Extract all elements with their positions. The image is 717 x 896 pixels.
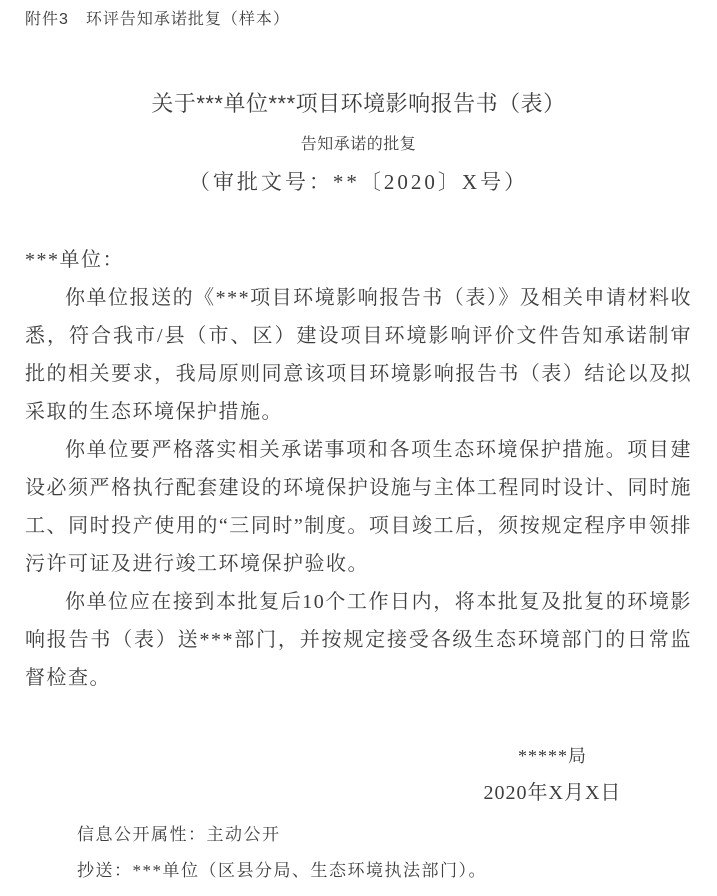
cc-line: 抄送：***单位（区县分局、生态环境执法部门）。: [77, 861, 487, 880]
document-title: 关于***单位***项目环境影响报告书（表）: [151, 91, 566, 116]
info-disclosure-line: 信息公开属性：主动公开: [77, 825, 281, 844]
salutation: ***单位：: [25, 249, 124, 271]
body-paragraph: 你单位应在接到本批复后10个工作日内，将本批复及批复的环境影响报告书（表）送***部门，并按规定接受各级生态环境部门的日常监督检查。: [25, 591, 692, 689]
body-paragraph: 你单位要严格落实相关承诺事项和各项生态环境保护措施。项目建设必须严格执行配套建设的环境保护设施与主体工程同时设计、同时施工、同时投产使用的“三同时”制度。项目竣工后，须按规定程序申领排污许可证及进行竣工环境保护验收。: [25, 439, 692, 575]
approval-number: （审批文号：**〔2020〕X号）: [188, 170, 529, 194]
attachment-label: 附件3 环评告知承诺批复（样本）: [25, 11, 290, 28]
signature-organization: *****局: [518, 746, 587, 766]
body-paragraph: 你单位报送的《***项目环境影响报告书（表）》及相关申请材料收悉，符合我市/县（市、区）建设项目环境影响评价文件告知承诺制审批的相关要求，我局原则同意该项目环境影响报告书（表）结论以及拟采取的生态环境保护措施。: [25, 287, 692, 423]
signature-date: 2020年X月X日: [483, 782, 622, 804]
document-subtitle: 告知承诺的批复: [300, 136, 417, 153]
document-body: [25, 241, 692, 697]
